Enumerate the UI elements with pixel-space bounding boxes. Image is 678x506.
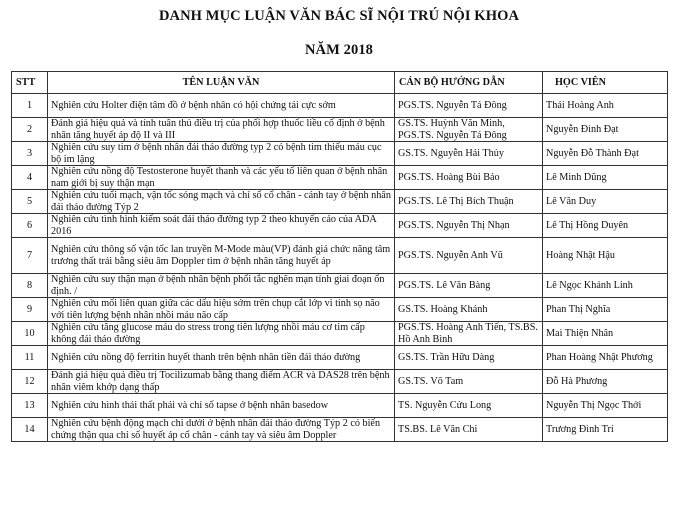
row-stt: 2 — [12, 118, 48, 142]
row-stt: 4 — [12, 166, 48, 190]
table-row — [12, 118, 668, 142]
thesis-table — [11, 71, 668, 442]
page-title: DANH MỤC LUẬN VĂN BÁC SĨ NỘI TRÚ NỘI KHOA — [158, 8, 520, 24]
row-stt: 8 — [12, 274, 48, 298]
row-student: Phan Hoàng Nhật Phương — [543, 346, 668, 370]
header-supervisor: CÁN BỘ HƯỚNG DẪN — [395, 72, 543, 94]
row-stt: 5 — [12, 190, 48, 214]
row-student: Lê Thị Hồng Duyên — [543, 214, 668, 238]
table-header-row — [12, 72, 668, 94]
row-student: Trương Đình Trí — [543, 418, 668, 442]
row-supervisor: GS.TS. Trần Hữu Dàng — [395, 346, 543, 370]
row-supervisor: PGS.TS. Lê Văn Bàng — [395, 274, 543, 298]
row-student: Lê Minh Dũng — [543, 166, 668, 190]
row-topic: Nghiên cứu bệnh động mạch chi dưới ở bệnh nhân đái tháo đường Týp 2 có biến chứng thận qua chỉ số huyết áp cổ chân - cánh tay và siêu âm Doppler — [48, 418, 395, 442]
header-stt: STT — [12, 72, 48, 94]
row-topic: Đánh giá hiệu quả và tính tuân thủ điều trị của phối hợp thuốc liều cố định ở bệnh nhân tăng huyết áp độ II và III — [48, 118, 395, 142]
table-row — [12, 274, 668, 298]
row-supervisor: TS. Nguyễn Cửu Long — [395, 394, 543, 418]
table-row — [12, 166, 668, 190]
row-supervisor: GS.TS. Hoàng Khánh — [395, 298, 543, 322]
row-student: Nguyễn Đình Đạt — [543, 118, 668, 142]
row-topic: Nghiên cứu nồng độ ferritin huyết thanh trên bệnh nhân tiền đái tháo đường — [48, 346, 395, 370]
row-supervisor: TS.BS. Lê Văn Chi — [395, 418, 543, 442]
row-supervisor: PGS.TS. Nguyễn Tá Đông — [395, 94, 543, 118]
row-stt: 14 — [12, 418, 48, 442]
row-supervisor: PGS.TS. Nguyễn Thị Nhạn — [395, 214, 543, 238]
table-row — [12, 214, 668, 238]
table-row — [12, 298, 668, 322]
row-student: Mai Thiện Nhân — [543, 322, 668, 346]
header-topic: TÊN LUẬN VĂN — [48, 72, 395, 94]
row-topic: Nghiên cứu tình hình kiểm soát đái tháo đường typ 2 theo khuyến cáo của ADA 2016 — [48, 214, 395, 238]
table-row — [12, 370, 668, 394]
row-student: Nguyễn Thị Ngọc Thới — [543, 394, 668, 418]
row-supervisor: GS.TS. Huỳnh Văn Minh, PGS.TS. Nguyễn Tá Đông — [395, 118, 543, 142]
row-stt: 10 — [12, 322, 48, 346]
row-topic: Nghiên cứu hình thái thất phải và chỉ số tapse ở bệnh nhân basedow — [48, 394, 395, 418]
row-topic: Nghiên cứu nồng độ Testosterone huyết thanh và các yếu tố liên quan ở bệnh nhân nam giới bị suy thận mạn — [48, 166, 395, 190]
row-topic: Nghiên cứu tăng glucose máu do stress trong tiên lượng nhồi máu cơ tim cấp không đái tháo đường — [48, 322, 395, 346]
row-topic: Nghiên cứu thông số vận tốc lan truyền M-Mode màu(VP) đánh giá chức năng tâm trương thất trái bằng siêu âm Doppler tim ở bệnh nhân tăng huyết áp — [48, 238, 395, 274]
page-subtitle-year: NĂM 2018 — [304, 42, 374, 58]
table-row — [12, 94, 668, 118]
row-topic: Nghiên cứu Holter điện tâm đồ ở bệnh nhân có hội chứng tái cực sớm — [48, 94, 395, 118]
row-student: Phan Thị Nghĩa — [543, 298, 668, 322]
row-student: Đỗ Hà Phương — [543, 370, 668, 394]
header-student: HỌC VIÊN — [543, 72, 668, 94]
row-supervisor: GS.TS. Võ Tam — [395, 370, 543, 394]
row-stt: 9 — [12, 298, 48, 322]
row-stt: 13 — [12, 394, 48, 418]
row-student: Hoàng Nhật Hậu — [543, 238, 668, 274]
row-stt: 1 — [12, 94, 48, 118]
row-topic: Nghiên cứu suy tim ở bệnh nhân đái tháo đường typ 2 có bệnh tim thiếu máu cục bộ im lặng — [48, 142, 395, 166]
row-topic: Nghiên cứu suy thận mạn ở bệnh nhân bệnh phổi tắc nghẽn mạn tính giai đoạn ổn định. / — [48, 274, 395, 298]
row-topic: Đánh giá hiệu quả điều trị Tocilizumab bằng thang điểm ACR và DAS28 trên bệnh nhân viêm khớp dạng thấp — [48, 370, 395, 394]
row-supervisor: PGS.TS. Hoàng Bùi Bảo — [395, 166, 543, 190]
table-row — [12, 190, 668, 214]
row-supervisor: PGS.TS. Lê Thị Bích Thuận — [395, 190, 543, 214]
row-topic: Nghiên cứu tuổi mạch, vận tốc sóng mạch và chỉ số cổ chân - cánh tay ở bệnh nhân đái tháo đường Týp 2 — [48, 190, 395, 214]
row-stt: 7 — [12, 238, 48, 274]
row-student: Lê Ngọc Khánh Linh — [543, 274, 668, 298]
row-student: Nguyễn Đỗ Thành Đạt — [543, 142, 668, 166]
row-stt: 3 — [12, 142, 48, 166]
table-row — [12, 394, 668, 418]
row-stt: 11 — [12, 346, 48, 370]
table-row — [12, 238, 668, 274]
row-stt: 12 — [12, 370, 48, 394]
table-row — [12, 322, 668, 346]
row-supervisor: GS.TS. Nguyễn Hải Thủy — [395, 142, 543, 166]
row-student: Lê Văn Duy — [543, 190, 668, 214]
table-row — [12, 418, 668, 442]
table-row — [12, 142, 668, 166]
row-supervisor: PGS.TS. Hoàng Anh Tiến, TS.BS. Hồ Anh Bình — [395, 322, 543, 346]
row-topic: Nghiên cứu mối liên quan giữa các dấu hiệu sớm trên chụp cắt lớp vi tính sọ não với tiên lượng bệnh nhân nhồi máu não cấp — [48, 298, 395, 322]
row-stt: 6 — [12, 214, 48, 238]
table-row — [12, 346, 668, 370]
row-supervisor: PGS.TS. Nguyễn Anh Vũ — [395, 238, 543, 274]
row-student: Thái Hoàng Anh — [543, 94, 668, 118]
